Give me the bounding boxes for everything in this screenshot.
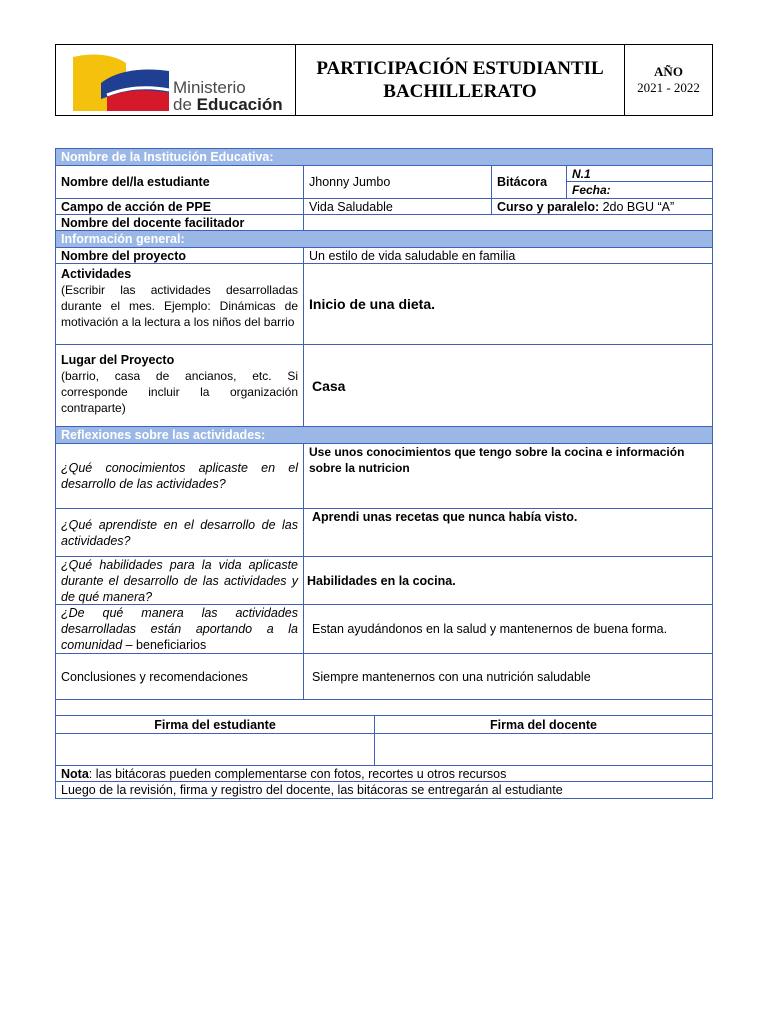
question-1-label: ¿Qué conocimientos aplicaste en el desarrollo de las actividades? [56,444,304,508]
spacer-row [56,700,712,716]
document-header [55,44,713,116]
ppe-row [56,199,712,215]
course-label: Curso y paralelo: [497,199,600,214]
question-4-suffix: – beneficiarios [122,638,207,652]
student-signature-label: Firma del estudiante [56,716,375,733]
year-label: AÑO [654,64,683,79]
activities-title: Actividades [61,267,132,281]
student-row [56,166,712,199]
logo-text-ministerio: Ministerio [173,78,246,97]
bitacora-details [567,166,712,198]
year-box [625,45,712,115]
footer-row [56,782,712,798]
teacher-label: Nombre del docente facilitador [56,215,304,230]
teacher-value[interactable] [304,215,712,230]
conclusions-value[interactable]: Siempre mantenernos con una nutrición saludable [312,669,591,684]
project-row [56,248,712,264]
spacer-cell [56,700,712,715]
section-header-institution [56,149,712,166]
answer-2-value[interactable]: Aprendi unas recetas que nunca había visto. [312,510,578,524]
note-cell [56,766,712,781]
question-4-row [56,605,712,654]
conclusions-row [56,654,712,700]
note-row [56,766,712,782]
student-signature-field[interactable] [56,734,375,765]
document-title [296,45,625,115]
course-value: 2do BGU “A” [599,199,675,214]
signature-header-row [56,716,712,734]
teacher-row [56,215,712,231]
project-value[interactable]: Un estilo de vida saludable en familia [309,248,516,263]
question-4-label [56,605,304,653]
place-value[interactable]: Casa [312,377,346,394]
question-3-label: ¿Qué habilidades para la vida aplicaste durante el desarrollo de las actividades y de qué manera? [56,557,304,604]
question-2-row [56,509,712,557]
teacher-signature-label: Firma del docente [490,717,597,732]
question-2-label: ¿Qué aprendiste en el desarrollo de las actividades? [56,509,304,556]
bitacora-number[interactable]: N.1 [567,166,712,182]
title-line-1: PARTICIPACIÓN ESTUDIANTIL [316,58,604,79]
note-label: Nota [61,767,89,781]
answer-3-value[interactable]: Habilidades en la cocina. [307,573,456,588]
section-header-general [56,231,712,248]
signature-row [56,734,712,766]
ministry-flag-icon [71,49,171,113]
bitacora-form [55,148,713,799]
place-description: (barrio, casa de ancianos, etc. Si corresponde incluir la organización contraparte) [61,369,298,415]
bitacora-date[interactable]: Fecha: [572,183,611,197]
ppe-value[interactable]: Vida Saludable [304,199,492,214]
student-value[interactable]: Jhonny Jumbo [304,166,492,198]
ppe-label: Campo de acción de PPE [56,199,304,214]
place-label [56,345,304,426]
activities-value[interactable]: Inicio de una dieta. [309,296,436,312]
ministry-logo [56,45,296,115]
logo-text-educacion: de Educación [173,95,283,114]
footer-text: Luego de la revisión, firma y registro del docente, las bitácoras se entregarán al estudiante [61,783,563,797]
bitacora-label: Bitácora [492,166,567,198]
answer-1-value[interactable]: Use unos conocimientos que tengo sobre la cocina e información sobre la nutricion [309,445,685,475]
conclusions-label: Conclusiones y recomendaciones [56,654,304,699]
question-4-text: ¿De qué manera las actividades desarrolladas están aportando a la comunidad [61,606,298,652]
answer-4-value[interactable]: Estan ayudándonos en la salud y mantenernos de buena forma. [312,622,668,636]
activities-row [56,264,712,345]
institution-header-text: Nombre de la Institución Educativa: [56,149,712,165]
course-cell[interactable] [492,199,712,214]
section-header-reflections [56,427,712,444]
activities-label [56,264,304,344]
question-1-row [56,444,712,509]
student-label: Nombre del/la estudiante [56,166,304,198]
place-row [56,345,712,427]
title-line-2: BACHILLERATO [383,81,537,102]
activities-description: (Escribir las actividades desarrolladas durante el mes. Ejemplo: Dinámicas de motivación a la lectura a los niños del barrio [61,283,298,329]
question-3-row [56,557,712,605]
teacher-signature-field[interactable] [375,734,712,765]
project-label: Nombre del proyecto [56,248,304,263]
year-value: 2021 - 2022 [637,80,700,95]
general-header-text: Información general: [56,231,712,247]
note-text: : las bitácoras pueden complementarse con fotos, recortes u otros recursos [88,767,507,781]
place-title: Lugar del Proyecto [61,353,175,367]
reflections-header-text: Reflexiones sobre las actividades: [56,427,712,443]
